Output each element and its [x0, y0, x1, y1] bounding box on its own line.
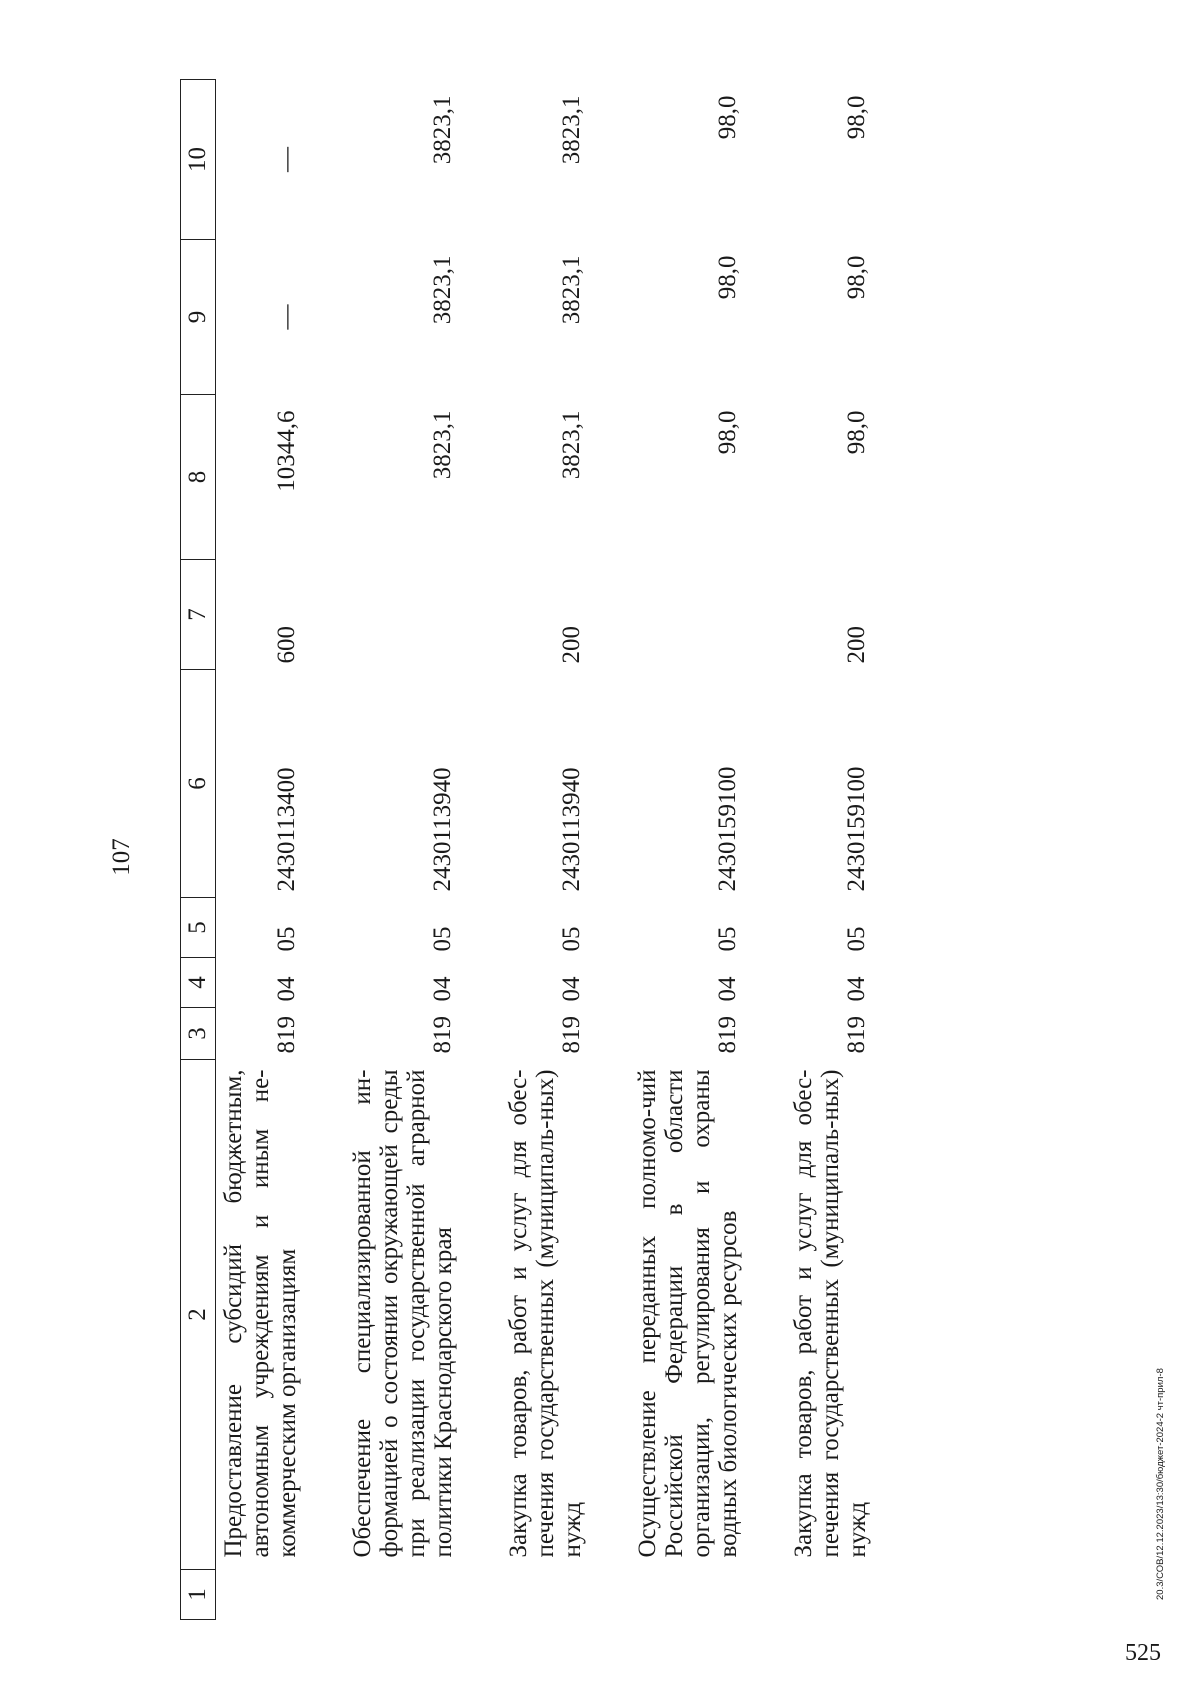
row-col-1: [606, 1570, 762, 1620]
row-col-10: 3823,1: [429, 95, 456, 165]
table-row: [606, 80, 762, 1620]
row-col-6: 2430159100: [843, 766, 870, 892]
row-name: Закупка товаров, работ и услуг для обес-печения государственных (муниципаль-ных) нужд: [790, 1069, 871, 1558]
row-col-9: 3823,1: [429, 255, 456, 325]
row-col-7: 600: [273, 626, 300, 664]
budget-table-sheet: [180, 80, 980, 1620]
table-row: [321, 80, 477, 1620]
row-col-8: 98,0: [843, 410, 870, 455]
header-col-9: 9: [181, 240, 216, 395]
header-col-1: 1: [181, 1570, 216, 1620]
budget-table: [180, 79, 891, 1620]
row-name: Закупка товаров, работ и услуг для обес-печения государственных (муниципаль-ных) нужд: [505, 1069, 586, 1558]
row-col-4: 04: [843, 976, 870, 1002]
row-col-8: 98,0: [714, 410, 741, 455]
row-col-10: 98,0: [843, 95, 870, 140]
row-col-6: 2430113940: [558, 767, 585, 892]
table-header-row: [181, 80, 216, 1620]
row-col-7: 200: [843, 626, 870, 664]
row-col-9: 3823,1: [558, 255, 585, 325]
row-col-3: 819: [558, 1016, 585, 1054]
row-col-4: 04: [558, 976, 585, 1002]
table-row: [762, 80, 891, 1620]
row-name: Обеспечение специализированной ин-формацией о состоянии окружающей среды при реализации государственной аграрной политики Краснодарского края: [349, 1069, 457, 1558]
row-col-4: 04: [714, 976, 741, 1002]
row-col-1: [477, 1570, 606, 1620]
row-col-8: 3823,1: [558, 410, 585, 480]
row-col-6: 2430113400: [273, 767, 300, 892]
row-col-4: 04: [429, 976, 456, 1002]
row-col-6: 2430113940: [429, 767, 456, 892]
header-col-8: 8: [181, 395, 216, 560]
row-col-7: [606, 560, 762, 670]
row-col-6: 2430159100: [714, 766, 741, 892]
row-col-9: 98,0: [714, 255, 741, 300]
row-col-4: 04: [273, 976, 300, 1002]
header-col-3: 3: [181, 1008, 216, 1060]
row-col-3: 819: [273, 1016, 300, 1054]
row-col-10: —: [273, 147, 300, 172]
row-col-1: [321, 1570, 477, 1620]
row-name: Осуществление переданных полномо-чий Российской Федерации в области организации, регулирования и охраны водных биологических ресурсов: [634, 1069, 742, 1558]
row-col-3: 819: [714, 1016, 741, 1054]
header-col-4: 4: [181, 958, 216, 1008]
row-col-1: [216, 1570, 322, 1620]
row-col-5: 05: [558, 926, 585, 952]
row-col-8: 3823,1: [429, 410, 456, 480]
table-row: [216, 80, 322, 1620]
header-col-5: 5: [181, 898, 216, 958]
row-name: Предоставление субсидий бюджетным, автономным учреждениям и иным не-коммерческим организациям: [220, 1069, 301, 1558]
table-row: [477, 80, 606, 1620]
row-col-5: 05: [714, 926, 741, 952]
row-col-1: [762, 1570, 891, 1620]
row-col-5: 05: [843, 926, 870, 952]
row-col-7: [321, 560, 477, 670]
header-col-6: 6: [181, 670, 216, 898]
row-col-10: 3823,1: [558, 95, 585, 165]
row-col-9: —: [273, 304, 300, 330]
row-col-7: 200: [558, 626, 585, 664]
header-col-2: 2: [181, 1060, 216, 1570]
row-col-10: 98,0: [714, 95, 741, 140]
row-col-3: 819: [843, 1016, 870, 1054]
row-col-5: 05: [273, 926, 300, 952]
row-col-5: 05: [429, 926, 456, 952]
row-col-8: 10344,6: [273, 410, 300, 492]
page-number-bottom: 525: [1125, 1640, 1161, 1666]
footer-document-code: 20.3/СОВ/12.12.2023/13:30/бюджет-2024-2 чт-прил-8: [1155, 1368, 1166, 1600]
row-col-3: 819: [429, 1016, 456, 1054]
header-col-10: 10: [181, 80, 216, 240]
header-col-7: 7: [181, 560, 216, 670]
row-col-9: 98,0: [843, 255, 870, 300]
page-number-top: 107: [108, 838, 135, 876]
